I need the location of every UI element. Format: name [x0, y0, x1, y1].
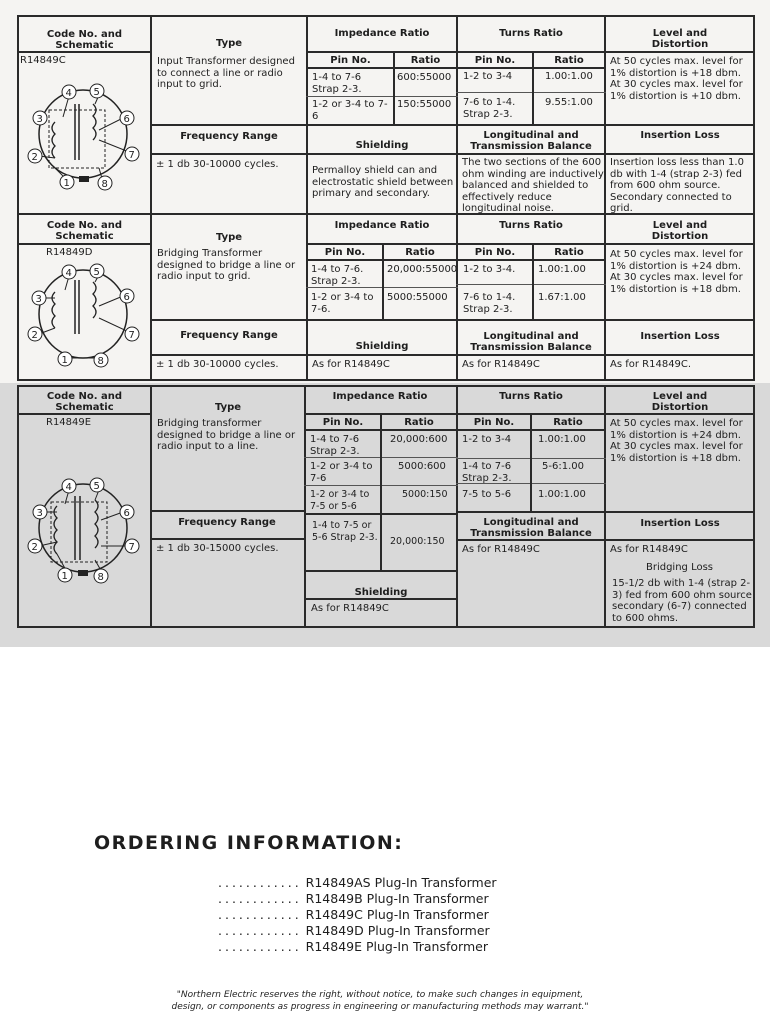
turns-pin-header: Pin No. [474, 55, 516, 66]
svg-text:5: 5 [93, 481, 100, 492]
svg-text:2: 2 [31, 542, 38, 553]
shielding-text: Permalloy shield can and electrostatic shield between primary and secondary. [312, 165, 454, 199]
turns-pin-2: 7-6 to 1-4. Strap 2-3. [463, 97, 516, 120]
turns-pin-2: 1-4 to 7-6 Strap 2-3. [462, 461, 512, 484]
insertion-header: Insertion Loss [640, 331, 720, 342]
bridging-loss-text: 15-1/2 db with 1-4 (strap 2-3) fed from 600 ohm source secondary (6-7) connected to 600 ohms. [612, 578, 752, 624]
code-number: R14849C [20, 55, 66, 66]
svg-text:4: 4 [65, 482, 72, 493]
impedance-header: Impedance Ratio [332, 391, 428, 402]
frequency-text: ± 1 db 30-10000 cycles. [156, 359, 279, 370]
insertion-text: Insertion loss less than 1.0 db with 1-4 (strap 2-3) fed from 600 ohm source. Secondary connected to grid. [610, 157, 744, 214]
impedance-ratio-3: 5000:150 [402, 489, 448, 500]
impedance-ratio-4: 20,000:150 [390, 536, 445, 547]
ordering-item: ............ R14849D Plug-In Transformer [218, 923, 490, 938]
turns-ratio-1: 1.00:1.00 [545, 71, 593, 82]
socket-schematic-icon [25, 476, 145, 586]
impedance-pin-1: 1-4 to 7-6 Strap 2-3. [312, 72, 362, 95]
insertion-text: As for R14849C [610, 544, 688, 555]
turns-pin-3: 7-5 to 5-6 [462, 489, 512, 500]
turns-ratio-2: 9.55:1.00 [545, 97, 593, 108]
type-text: Bridging Transformer designed to bridge a line or radio input to grid. [157, 248, 296, 282]
turns-ratio-1: 1.00:1.00 [538, 264, 586, 275]
shielding-header: Shielding [354, 587, 408, 598]
turns-header: Turns Ratio [499, 220, 563, 231]
svg-text:8: 8 [97, 356, 104, 367]
impedance-ratio-header: Ratio [410, 55, 441, 66]
impedance-pin-header: Pin No. [330, 55, 371, 66]
balance-text: As for R14849C [462, 359, 540, 370]
impedance-header: Impedance Ratio [334, 220, 430, 231]
type-header: Type [214, 402, 242, 413]
turns-ratio-3: 1.00:1.00 [538, 489, 586, 500]
svg-text:6: 6 [123, 508, 130, 519]
impedance-ratio-1: 600:55000 [397, 72, 452, 83]
shielding-header: Shielding [355, 140, 409, 151]
svg-text:5: 5 [93, 87, 100, 98]
impedance-pin-2: 1-2 or 3-4 to 7-6 [310, 461, 373, 484]
svg-text:1: 1 [63, 178, 70, 189]
impedance-pin-1: 1-4 to 7-6 Strap 2-3. [310, 434, 360, 457]
turns-pin-1: 1-2 to 3-4 [462, 434, 512, 445]
impedance-ratio-header: Ratio [404, 417, 434, 428]
impedance-pin-2: 1-2 or 3-4 to 7-6. [311, 292, 374, 315]
level-text: At 50 cycles max. level for 1% distortion is +24 dbm. At 30 cycles max. level for 1% distortion is +18 dbm. [610, 418, 743, 464]
turns-ratio-header: Ratio [554, 55, 584, 66]
turns-header: Turns Ratio [499, 28, 563, 39]
type-header: Type [215, 38, 243, 49]
balance-header: Longitudinal and Transmission Balance [470, 130, 592, 152]
frequency-cell [150, 319, 308, 381]
turns-pin-header: Pin No. [473, 417, 515, 428]
turns-ratio-header: Ratio [554, 247, 584, 258]
svg-text:3: 3 [36, 508, 43, 519]
svg-text:3: 3 [35, 294, 42, 305]
level-text: At 50 cycles max. level for 1% distortion is +24 dbm. At 30 cycles max. level for 1% distortion is +18 dbm. [610, 249, 743, 295]
svg-text:4: 4 [65, 88, 72, 99]
svg-text:8: 8 [97, 572, 104, 583]
balance-text: The two sections of the 600 ohm winding are inductively balanced and shielded to effectively reduce longitudinal noise. [462, 157, 604, 214]
turns-pin-header: Pin No. [474, 247, 516, 258]
svg-text:7: 7 [128, 150, 135, 161]
ordering-item: ............ R14849E Plug-In Transformer [218, 939, 488, 954]
socket-schematic-icon [25, 262, 145, 370]
ordering-item: ............ R14849C Plug-In Transformer [218, 907, 489, 922]
insertion-header: Insertion Loss [640, 130, 720, 141]
turns-pin-1: 1-2 to 3-4 [463, 71, 513, 82]
turns-ratio-2: 5-6:1.00 [542, 461, 584, 472]
ordering-title: ORDERING INFORMATION: [94, 832, 404, 854]
turns-ratio-header: Ratio [553, 417, 583, 428]
bridging-loss-title: Bridging Loss [645, 562, 714, 573]
svg-text:7: 7 [128, 330, 135, 341]
code-header: Code No. and Schematic [46, 391, 123, 413]
level-header: Level and Distortion [651, 28, 709, 50]
code-number: R14849D [46, 247, 93, 258]
footer-disclaimer: "Northern Electric reserves the right, without notice, to make such changes in equipment, design, or components as progress in engineering or manufacturing methods may warrant." [171, 990, 589, 1012]
impedance-ratio-2: 150:55000 [397, 99, 452, 110]
impedance-ratio-header: Ratio [405, 247, 435, 258]
impedance-pin-2: 1-2 or 3-4 to 7-6 [312, 99, 388, 122]
frequency-header: Frequency Range [180, 330, 278, 341]
svg-text:3: 3 [36, 114, 43, 125]
ordering-item: ............ R14849B Plug-In Transformer [218, 891, 489, 906]
level-header: Level and Distortion [651, 391, 709, 413]
svg-text:6: 6 [123, 292, 130, 303]
turns-pin-2: 7-6 to 1-4. Strap 2-3. [463, 292, 516, 315]
impedance-pin-1: 1-4 to 7-6. Strap 2-3. [311, 264, 364, 287]
balance-header: Longitudinal and Transmission Balance [470, 517, 592, 539]
frequency-header: Frequency Range [180, 131, 278, 142]
level-text: At 50 cycles max. level for 1% distortion is +18 dbm. At 30 cycles max. level for 1% distortion is +10 dbm. [610, 56, 743, 102]
type-text: Input Transformer designed to connect a line or radio input to grid. [157, 56, 295, 90]
code-number: R14849E [46, 417, 92, 428]
insertion-text: As for R14849C. [610, 359, 692, 370]
impedance-pin-3: 1-2 or 3-4 to 7-5 or 5-6 [310, 489, 370, 512]
svg-text:1: 1 [61, 355, 68, 366]
impedance-header: Impedance Ratio [334, 28, 430, 39]
impedance-ratio-2: 5000:55000 [387, 292, 448, 303]
balance-text: As for R14849C [462, 544, 540, 555]
svg-text:6: 6 [123, 114, 130, 125]
frequency-text: ± 1 db 30-10000 cycles. [156, 159, 279, 170]
turns-ratio-2: 1.67:1.00 [538, 292, 586, 303]
balance-header: Longitudinal and Transmission Balance [470, 331, 592, 353]
type-header: Type [215, 232, 243, 243]
impedance-pin-header: Pin No. [322, 417, 364, 428]
impedance-ratio-1: 20,000:600 [390, 434, 448, 445]
frequency-text: ± 1 db 30-15000 cycles. [156, 543, 279, 554]
impedance-ratio-2: 5000:600 [398, 461, 446, 472]
code-header: Code No. and Schematic [46, 220, 123, 242]
svg-text:2: 2 [31, 152, 38, 163]
socket-schematic-icon [25, 82, 145, 192]
impedance-ratio-1: 20,000:55000 [387, 264, 458, 275]
shielding-header: Shielding [355, 341, 409, 352]
insertion-header: Insertion Loss [640, 518, 720, 529]
turns-pin-1: 1-2 to 3-4. [463, 264, 516, 275]
svg-text:5: 5 [93, 267, 100, 278]
svg-text:8: 8 [101, 179, 108, 190]
type-text: Bridging transformer designed to bridge a line or radio input to a line. [157, 418, 296, 452]
impedance-pin-4: 1-4 to 7-5 or 5-6 Strap 2-3. [312, 520, 378, 543]
frequency-header: Frequency Range [178, 517, 276, 528]
turns-header: Turns Ratio [499, 391, 563, 402]
ordering-item: ............ R14849AS Plug-In Transformer [218, 875, 497, 890]
turns-ratio-1: 1.00:1.00 [538, 434, 586, 445]
code-header: Code No. and Schematic [46, 29, 123, 51]
svg-text:7: 7 [128, 542, 135, 553]
svg-text:4: 4 [65, 268, 72, 279]
level-header: Level and Distortion [651, 220, 709, 242]
shielding-text: As for R14849C [311, 603, 389, 614]
impedance-pin-header: Pin No. [324, 247, 366, 258]
insertion-cell [604, 319, 755, 381]
svg-text:1: 1 [61, 571, 68, 582]
shielding-text: As for R14849C [312, 359, 390, 370]
svg-text:2: 2 [31, 330, 38, 341]
